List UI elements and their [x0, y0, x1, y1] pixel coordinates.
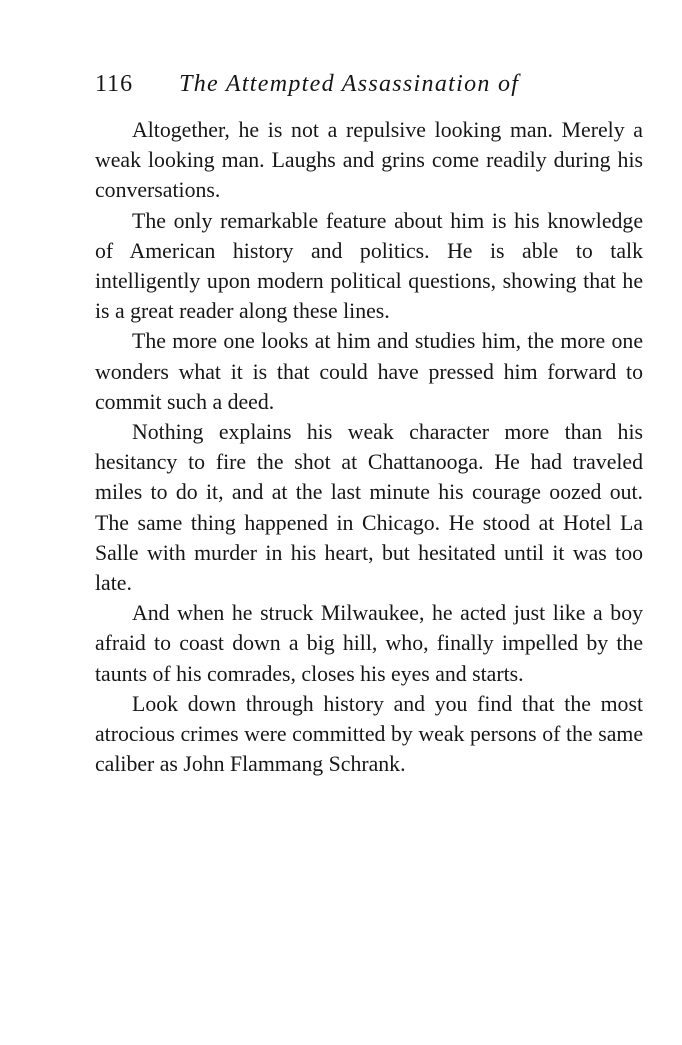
running-title: The Attempted Assassination of	[179, 71, 520, 97]
running-head	[95, 68, 645, 100]
paragraph-3: The more one looks at him and studies him, the more one wonders what it is that could have pressed him forward to commit such a deed.	[95, 329, 643, 414]
body-text	[95, 115, 643, 779]
paragraph-5: And when he struck Milwaukee, he acted just like a boy afraid to coast down a big hill, who, finally impelled by the taunts of his comrades, closes his eyes and starts.	[95, 601, 643, 686]
page-number: 116	[95, 71, 134, 97]
paragraph-6: Look down through history and you find that the most atrocious crimes were committed by weak persons of the same caliber as John Flammang Schrank.	[95, 691, 643, 777]
paragraph-2: The only remarkable feature about him is his knowledge of American history and politics. He is able to talk intelligently upon modern political questions, showing that he is a great reader along these lines.	[95, 208, 643, 324]
paragraph-4: Nothing explains his weak character more than his hesitancy to fire the shot at Chattanooga. He had traveled miles to do it, and at the last minute his courage oozed out. The same thing happened in Chicago. He stood at Hotel La Salle with murder in his heart, but hesitated until it was too late.	[95, 420, 643, 596]
paragraph-1: Altogether, he is not a repulsive looking man. Merely a weak looking man. Laughs and grins come readily during his conversations.	[95, 118, 643, 203]
